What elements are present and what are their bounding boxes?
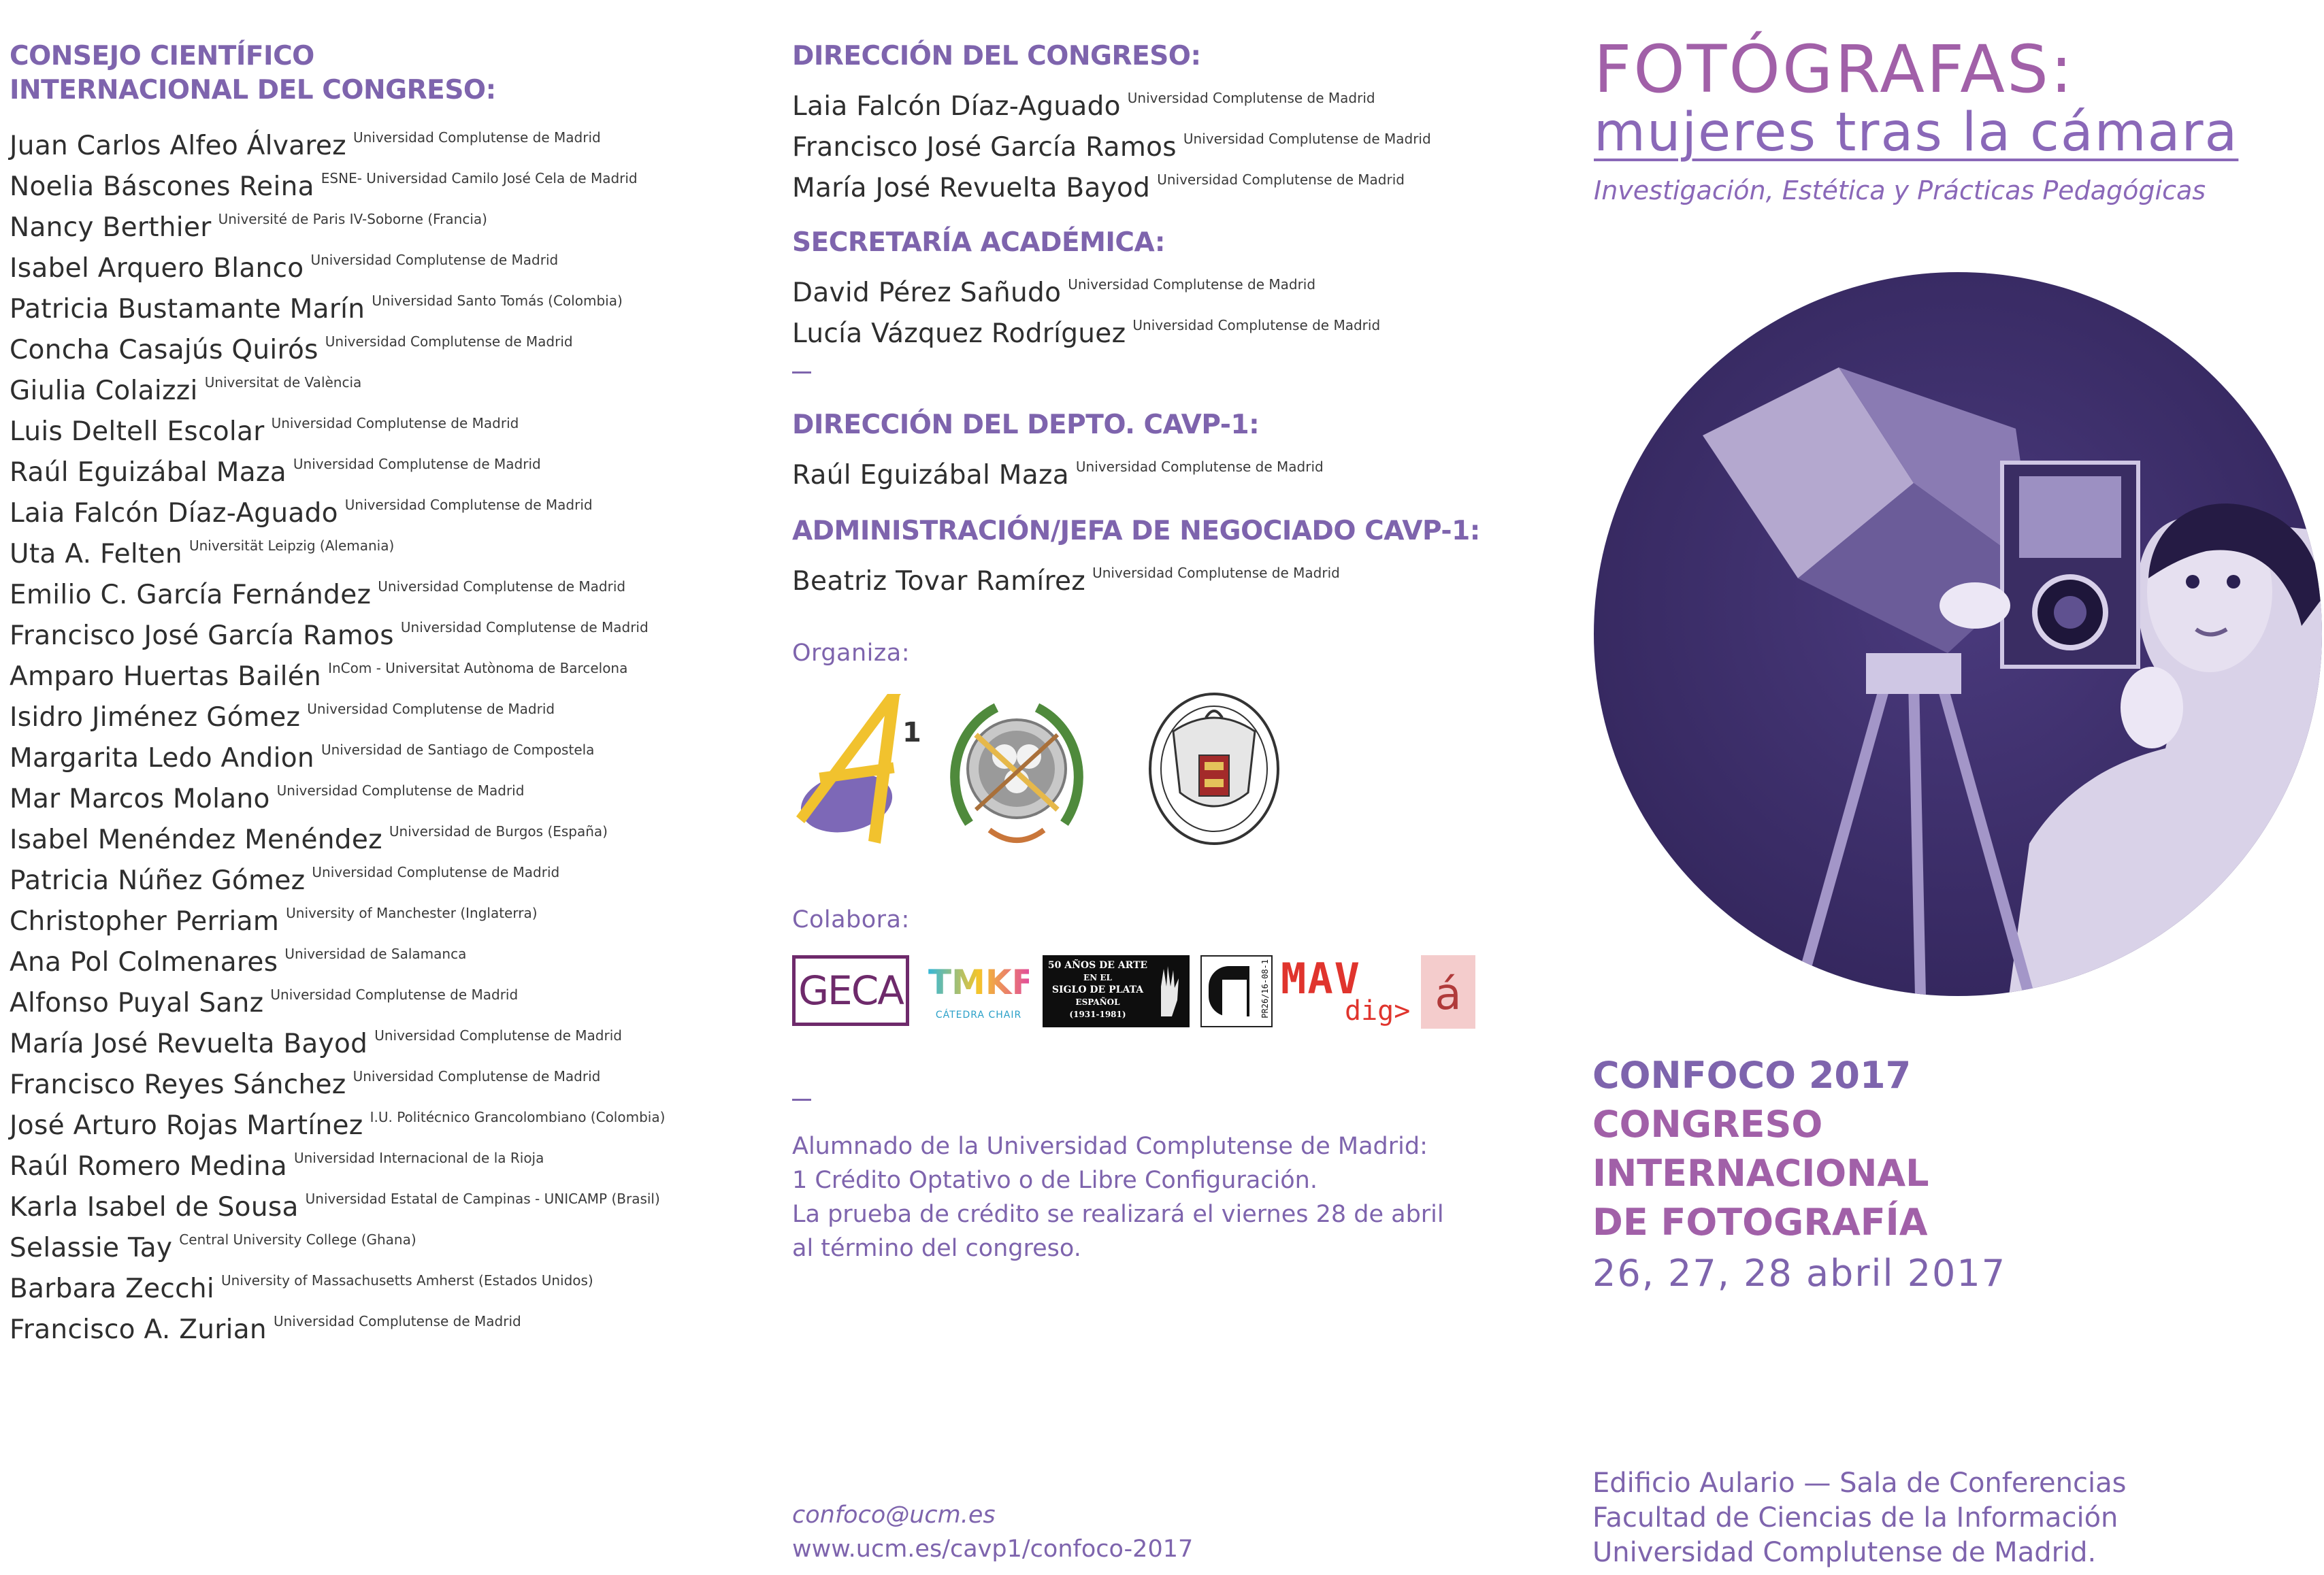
person-name: Concha Casajús Quirós (10, 335, 318, 365)
heading-line-2: INTERNACIONAL DEL CONGRESO: (10, 75, 496, 105)
person-name: Raúl Romero Medina (10, 1151, 287, 1182)
project-r-logo (1200, 955, 1273, 1027)
person-affiliation: Universidad Complutense de Madrid (1127, 90, 1375, 106)
person-name: Margarita Ledo Andion (10, 743, 314, 774)
subtitle: mujeres tras la cámara (1594, 102, 2239, 163)
person-affiliation: Universidad de Santiago de Compostela (321, 742, 595, 758)
person-row (10, 199, 772, 243)
person-row (792, 264, 1380, 308)
person-name: Raúl Eguizábal Maza (792, 460, 1069, 491)
accent-a-logo (1421, 955, 1475, 1029)
person-row (10, 1056, 772, 1100)
person-affiliation: Universidad Complutense de Madrid (353, 129, 601, 146)
film-reel-emblem-logo (949, 694, 1085, 857)
a-glyph: á (1435, 969, 1462, 1020)
person-row (10, 811, 772, 855)
person-row (10, 117, 772, 161)
venue-line-1: Edificio Aulario — Sala de Conferencias (1592, 1468, 2127, 1499)
person-affiliation: ESNE- Universidad Camilo José Cela de Madrid (321, 170, 638, 186)
dig-text: dig> (1345, 995, 1411, 1027)
plata-line-4: ESPAÑOL (1075, 997, 1120, 1007)
person-affiliation: Universidad Complutense de Madrid (276, 782, 525, 799)
contact-url[interactable]: www.ucm.es/cavp1/confoco-2017 (792, 1536, 1194, 1563)
mav-digital-logo (1281, 955, 1417, 1030)
conference-line-3: INTERNACIONAL (1592, 1152, 1929, 1195)
separator-dash-2 (792, 1099, 811, 1101)
person-row (10, 893, 772, 937)
person-row (10, 607, 772, 651)
person-affiliation: Universidad Complutense de Madrid (353, 1068, 601, 1084)
person-affiliation: Universidad Complutense de Madrid (374, 1027, 622, 1044)
colabora-label: Colabora: (792, 906, 910, 933)
credit-line-4: al término del congreso. (792, 1235, 1081, 1262)
person-name: Beatriz Tovar Ramírez (792, 566, 1086, 597)
person-affiliation: Universidad Complutense de Madrid (270, 987, 519, 1003)
plata-line-3: SIGLO DE PLATA (1051, 984, 1144, 995)
person-affiliation: InCom - Universitat Autònoma de Barcelona (328, 660, 628, 676)
person-affiliation: Universidad Complutense de Madrid (1183, 131, 1431, 147)
tmkf-chair-logo (928, 955, 1035, 1044)
contact-email[interactable]: confoco@ucm.es (792, 1502, 996, 1529)
person-name: Mar Marcos Molano (10, 784, 270, 814)
person-row (10, 484, 772, 529)
person-name: Francisco José García Ramos (792, 132, 1177, 163)
person-row (792, 159, 1431, 203)
person-name: María José Revuelta Bayod (10, 1029, 368, 1059)
person-affiliation: Universidad Estatal de Campinas - UNICAMP (Brasil) (305, 1191, 660, 1207)
person-row (10, 1178, 772, 1223)
conference-name (1592, 1051, 1929, 1247)
person-name: Isabel Menéndez Menéndez (10, 825, 382, 855)
person-name: Christopher Perriam (10, 906, 280, 937)
person-name: Francisco Reyes Sánchez (10, 1070, 346, 1100)
direccion-section (792, 39, 1431, 203)
person-name: Juan Carlos Alfeo Álvarez (10, 131, 346, 161)
scientific-committee-heading (10, 39, 772, 107)
person-row (10, 729, 772, 774)
geca-logo (792, 955, 909, 1026)
person-row (10, 933, 772, 978)
siglo-de-plata-logo (1043, 955, 1190, 1027)
person-row (792, 78, 1431, 122)
person-name: Francisco José García Ramos (10, 620, 394, 651)
person-name: Emilio C. García Fernández (10, 580, 372, 610)
person-affiliation: Universidad Complutense de Madrid (307, 701, 555, 717)
plata-line-2: EN EL (1083, 973, 1112, 982)
person-name: Isabel Arquero Blanco (10, 253, 304, 284)
conference-line-1: CONFOCO 2017 (1592, 1054, 1912, 1097)
venue-line-3: Universidad Complutense de Madrid. (1592, 1537, 2097, 1568)
person-name: Isidro Jiménez Gómez (10, 702, 301, 733)
person-name: Selassie Tay (10, 1233, 173, 1263)
depto-heading: DIRECCIÓN DEL DEPTO. CAVP-1: (792, 410, 1260, 440)
person-row (10, 362, 772, 406)
scientific-committee-list (10, 117, 772, 1345)
person-affiliation: Universidad Complutense de Madrid (1068, 276, 1316, 293)
secretaria-heading: SECRETARÍA ACADÉMICA: (792, 227, 1166, 258)
conference-line-2: CONGRESO (1592, 1103, 1823, 1146)
person-row (10, 648, 772, 692)
title-column (1592, 0, 2324, 1575)
ucm-seal-logo (1146, 691, 1282, 847)
person-row (10, 1138, 772, 1182)
geca-text: GECA (798, 967, 903, 1014)
person-name: Luis Deltell Escolar (10, 416, 265, 447)
person-affiliation: Central University College (Ghana) (179, 1231, 416, 1248)
person-row (10, 1015, 772, 1059)
person-row (10, 280, 772, 325)
person-row (10, 403, 772, 447)
tagline: Investigación, Estética y Prácticas Pedagógicas (1594, 176, 2206, 205)
person-name: Alfonso Puyal Sanz (10, 988, 264, 1018)
person-affiliation: Universidad Complutense de Madrid (1075, 459, 1324, 475)
scientific-committee-column (10, 0, 772, 1345)
organization-column (792, 0, 1507, 1575)
person-row (792, 446, 1324, 491)
admin-list (792, 552, 1480, 597)
credit-line-1: Alumnado de la Universidad Complutense de Madrid: (792, 1133, 1428, 1160)
person-name: David Pérez Sañudo (792, 278, 1062, 308)
person-name: Raúl Eguizábal Maza (10, 457, 287, 488)
person-affiliation: Universidad Complutense de Madrid (400, 619, 649, 635)
person-name: Noelia Báscones Reina (10, 171, 314, 202)
person-row (792, 118, 1431, 163)
person-affiliation: Universidad Complutense de Madrid (310, 252, 559, 268)
hand-icon (1154, 962, 1184, 1021)
person-affiliation: Universitat de València (204, 374, 362, 391)
secretaria-list (792, 264, 1381, 349)
person-name: Amparo Huertas Bailén (10, 661, 322, 692)
person-name: Lucía Vázquez Rodríguez (792, 318, 1126, 349)
conference-line-4: DE FOTOGRAFÍA (1592, 1201, 1928, 1244)
person-name: Giulia Colaizzi (10, 376, 198, 406)
contact-info (792, 1498, 1193, 1566)
main-title: FOTÓGRAFAS: (1594, 31, 2075, 107)
person-name: María José Revuelta Bayod (792, 173, 1151, 203)
person-row (10, 689, 772, 733)
plata-line-1: 50 AÑOS DE ARTE (1047, 960, 1148, 971)
person-affiliation: Universidad Complutense de Madrid (271, 415, 519, 431)
cavp1-logo (792, 687, 921, 850)
separator-dash (792, 371, 811, 374)
person-row (10, 770, 772, 814)
person-row (792, 552, 1480, 597)
photographer-circle-image (1594, 272, 2322, 996)
plata-line-5: (1931-1981) (1069, 1010, 1126, 1019)
direccion-heading: DIRECCIÓN DEL CONGRESO: (792, 41, 1201, 71)
credit-line-2: 1 Crédito Optativo o de Libre Configuración. (792, 1167, 1318, 1194)
person-affiliation: Universidad Complutense de Madrid (1092, 565, 1340, 581)
person-affiliation: Universidad Complutense de Madrid (344, 497, 593, 513)
credit-line-3: La prueba de crédito se realizará el viernes 28 de abril (792, 1201, 1444, 1228)
person-name: José Arturo Rojas Martínez (10, 1110, 363, 1141)
person-affiliation: Université de Paris IV-Soborne (Francia) (218, 211, 487, 227)
person-row (10, 158, 772, 202)
person-row (10, 1219, 772, 1263)
project-code: PR26/16-08-1 (1260, 959, 1270, 1018)
person-affiliation: Universidad Complutense de Madrid (1157, 171, 1405, 188)
person-name: Patricia Bustamante Marín (10, 294, 365, 325)
mav-text: MAV (1281, 954, 1361, 1004)
person-affiliation: Universidad Complutense de Madrid (312, 864, 560, 880)
person-name: Patricia Núñez Gómez (10, 865, 306, 896)
organiza-label: Organiza: (792, 640, 911, 667)
person-affiliation: I.U. Politécnico Grancolombiano (Colombia) (370, 1109, 666, 1125)
admin-heading: ADMINISTRACIÓN/JEFA DE NEGOCIADO CAVP-1: (792, 516, 1480, 546)
person-affiliation: Universidad Complutense de Madrid (273, 1313, 521, 1329)
person-name: Ana Pol Colmenares (10, 947, 278, 978)
venue-line-2: Facultad de Ciencias de la Información (1592, 1502, 2118, 1533)
person-row (10, 566, 772, 610)
person-name: Laia Falcón Díaz-Aguado (792, 91, 1121, 122)
person-name: Laia Falcón Díaz-Aguado (10, 498, 338, 529)
depto-list (792, 446, 1324, 491)
person-row (10, 1301, 772, 1345)
tmkf-subtext: CÁTEDRA CHAIR (935, 1010, 1022, 1021)
person-affiliation: University of Manchester (Inglaterra) (286, 905, 538, 921)
person-affiliation: Universidad Santo Tomás (Colombia) (372, 293, 623, 309)
person-affiliation: Universidad Complutense de Madrid (1132, 317, 1381, 333)
person-affiliation: Universidad Complutense de Madrid (325, 333, 573, 350)
person-affiliation: Universidad Internacional de la Rioja (293, 1150, 544, 1166)
admin-section (792, 514, 1480, 597)
person-affiliation: Universidad de Salamanca (284, 946, 467, 962)
person-row (10, 239, 772, 284)
depto-section (792, 408, 1324, 491)
person-name: Barbara Zecchi (10, 1274, 215, 1304)
person-row (10, 974, 772, 1018)
person-name: Karla Isabel de Sousa (10, 1192, 299, 1223)
heading-line-1: CONSEJO CIENTÍFICO (10, 41, 314, 71)
person-affiliation: Universidad Complutense de Madrid (293, 456, 541, 472)
person-name: Nancy Berthier (10, 212, 212, 243)
person-row (10, 321, 772, 365)
venue-info (1592, 1466, 2126, 1570)
person-name: Francisco A. Zurian (10, 1314, 267, 1345)
person-affiliation: Universität Leipzig (Alemania) (189, 537, 395, 554)
conference-dates: 26, 27, 28 abril 2017 (1592, 1252, 2007, 1295)
person-name: Uta A. Felten (10, 539, 182, 569)
person-affiliation: University of Massachusetts Amherst (Estados Unidos) (221, 1272, 593, 1289)
person-affiliation: Universidad Complutense de Madrid (378, 578, 626, 595)
secretaria-section (792, 226, 1381, 349)
person-row (10, 852, 772, 896)
tmkf-text: TMKF (928, 955, 1029, 1010)
person-affiliation: Universidad de Burgos (España) (389, 823, 608, 840)
person-row (10, 1097, 772, 1141)
credit-info (792, 1129, 1444, 1265)
direccion-list (792, 78, 1431, 203)
person-row (10, 1260, 772, 1304)
person-row (10, 444, 772, 488)
svg-text:1: 1 (902, 717, 921, 748)
person-row (792, 305, 1381, 349)
person-row (10, 525, 772, 569)
